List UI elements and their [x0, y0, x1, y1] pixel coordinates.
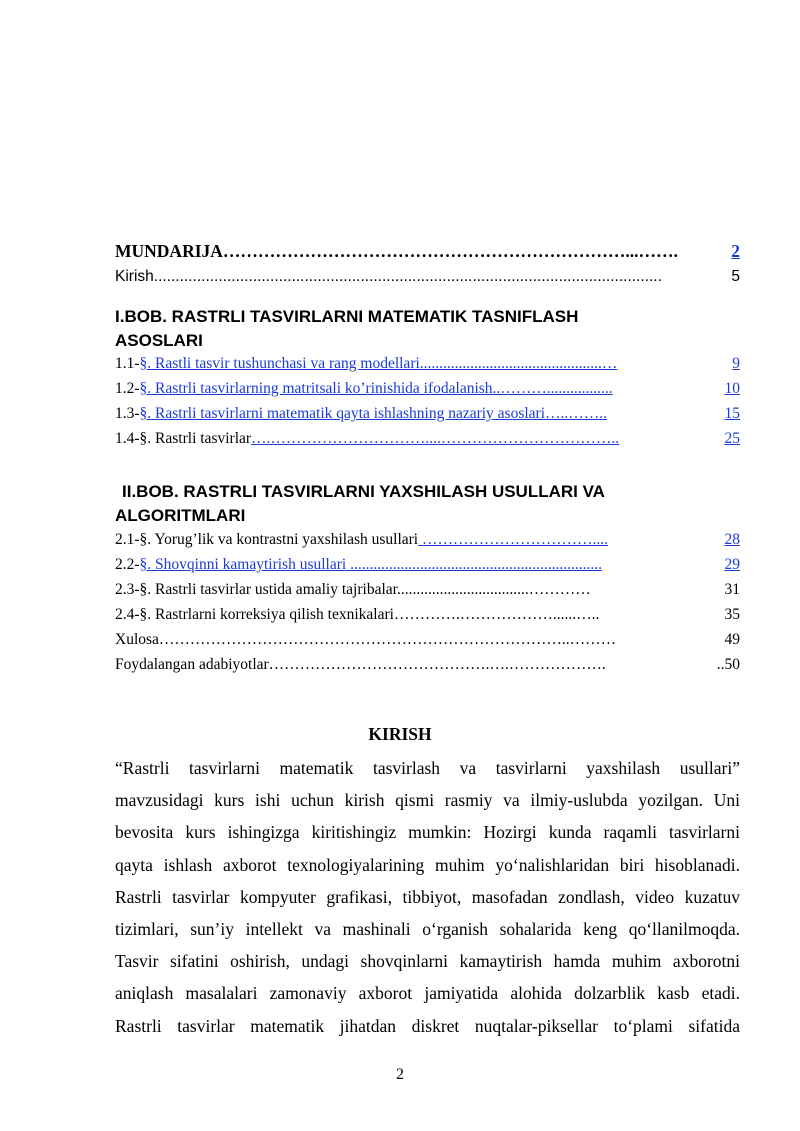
paragraph-line: Tasvir sifatini oshirish, undagi shovqinlarni kamaytirish hamda muhim axborotni	[115, 951, 740, 972]
toc-leader: ………….………………......…..	[393, 606, 600, 623]
paragraph-line: bevosita kurs ishingizga kiritishingiz mumkin: Hozirgi kunda raqamli tasvirlarni	[115, 822, 740, 843]
paragraph-line: aniqlash masalalari zamonaviy axborot jamiyatida alohida dolzarblik kasb etadi.	[115, 983, 740, 1004]
toc-item-link[interactable]: §. Rastli tasvir tushunchasi va rang modellari	[139, 355, 420, 372]
toc-item-number: 1.1-	[115, 355, 140, 372]
toc-item-link[interactable]: §. Rastrli tasvirlarni matematik qayta ishlashning nazariy asoslari	[139, 405, 546, 422]
toc-item-page: 31	[724, 581, 740, 598]
toc-item-1-3[interactable]	[115, 405, 740, 423]
toc-leader: ......................................................................................................................	[153, 268, 662, 285]
chapter2-heading-cont: ALGORITMLARI	[115, 506, 246, 525]
toc-conclusion-page: 49	[724, 631, 740, 648]
toc-item-1-1[interactable]	[115, 355, 740, 373]
toc-intro-label: Kirish	[115, 268, 154, 285]
paragraph-line: Rastrli tasvirlar kompyuter grafikasi, tibbiyot, masofadan zondlash, video kuzatuv	[115, 886, 740, 907]
toc-leader: ……………………………………………………………...…….	[222, 241, 678, 261]
toc-item-2-3	[115, 581, 740, 599]
toc-leader: ….…………………………....……………………………..	[251, 430, 620, 447]
toc-title: MUNDARIJA	[115, 241, 223, 261]
page-number: 2	[396, 1066, 404, 1083]
paragraph-line: qayta ishlash axborot texnologiyalarining muhim yo‘nalishlaridan biri hisoblanadi.	[115, 854, 740, 875]
chapter2-heading: II.BOB. RASTRLI TASVIRLARNI YAXSHILASH USULLARI VA	[122, 482, 605, 501]
toc-item-page[interactable]: 10	[724, 380, 740, 397]
toc-leader: ...............................................…	[419, 355, 618, 372]
toc-item-page[interactable]: 29	[724, 556, 740, 573]
toc-item-title: §. Rastrli tasvirlar	[139, 430, 252, 447]
toc-item-title: §. Rastrli tasvirlar ustida amaliy tajribalar	[139, 581, 397, 598]
toc-item-2-1[interactable]	[115, 531, 740, 549]
chapter1-heading: I.BOB. RASTRLI TASVIRLARNI MATEMATIK TASNIFLASH	[115, 307, 579, 326]
toc-references-label: Foydalangan adabiyotlar	[115, 656, 269, 673]
toc-leader: ……………………………....	[418, 531, 608, 548]
toc-item-page[interactable]: 28	[724, 531, 740, 548]
toc-item-number: 2.2-	[115, 556, 140, 573]
toc-item-page[interactable]: 9	[732, 355, 740, 372]
toc-leader: …………………………………….….……………….	[268, 656, 606, 673]
intro-paragraph	[115, 752, 740, 1042]
toc-item-title: §. Rastrlarni korreksiya qilish texnikalari	[139, 606, 394, 623]
toc-leader: …..……..	[545, 405, 608, 422]
toc-item-number: 2.3-	[115, 581, 140, 598]
toc-leader: ……………………………………………………………………..………	[158, 631, 617, 648]
toc-title-row	[115, 241, 740, 262]
toc-item-number: 2.1-	[115, 531, 140, 548]
toc-references-page: ..50	[716, 656, 740, 673]
toc-item-link[interactable]: §. Shovqinni kamaytirish usullari	[139, 556, 347, 573]
toc-conclusion-label: Xulosa	[115, 631, 159, 648]
toc-item-conclusion	[115, 631, 740, 649]
toc-item-page[interactable]: 25	[724, 430, 740, 447]
toc-item-2-4	[115, 606, 740, 624]
toc-item-number: 1.2-	[115, 380, 140, 397]
toc-leader: .................................................................	[346, 556, 602, 573]
toc-item-intro	[115, 268, 740, 286]
toc-item-page[interactable]: 15	[724, 405, 740, 422]
toc-item-references	[115, 656, 740, 674]
toc-intro-page: 5	[731, 268, 740, 285]
toc-item-number: 1.3-	[115, 405, 140, 422]
toc-item-title: §. Yorug’lik va kontrastni yaxshilash usullari	[139, 531, 419, 548]
paragraph-line: mavzusidagi kurs ishi uchun kirish qismi rasmiy va ilmiy-uslubda yozilgan. Uni	[115, 790, 740, 811]
toc-item-1-2[interactable]	[115, 380, 740, 398]
toc-item-1-4[interactable]	[115, 430, 740, 448]
paragraph-line: “Rastrli tasvirlarni matematik tasvirlash va tasvirlarni yaxshilash usullari”	[115, 758, 740, 778]
paragraph-line: Rastrli tasvirlar matematik jihatdan diskret nuqtalar-piksellar to‘plami sifatida	[115, 1015, 740, 1036]
paragraph-line: tizimlari, sun’iy intellekt va mashinali o‘rganish sohalarida keng qo‘llanilmoqda.	[115, 918, 740, 939]
toc-title-page-link[interactable]: 2	[731, 241, 740, 261]
toc-leader: ..................................…………	[396, 581, 591, 598]
toc-item-number: 2.4-	[115, 606, 140, 623]
section-heading-kirish: KIRISH	[368, 724, 432, 744]
toc-item-link[interactable]: §. Rastrli tasvirlarning matritsali ko’rinishida ifodalanish	[139, 380, 493, 397]
toc-leader: ..……….................	[492, 380, 613, 397]
toc-item-number: 1.4-	[115, 430, 140, 447]
chapter1-heading-cont: ASOSLARI	[115, 331, 203, 350]
toc-item-2-2[interactable]	[115, 556, 740, 574]
toc-item-page: 35	[724, 606, 740, 623]
